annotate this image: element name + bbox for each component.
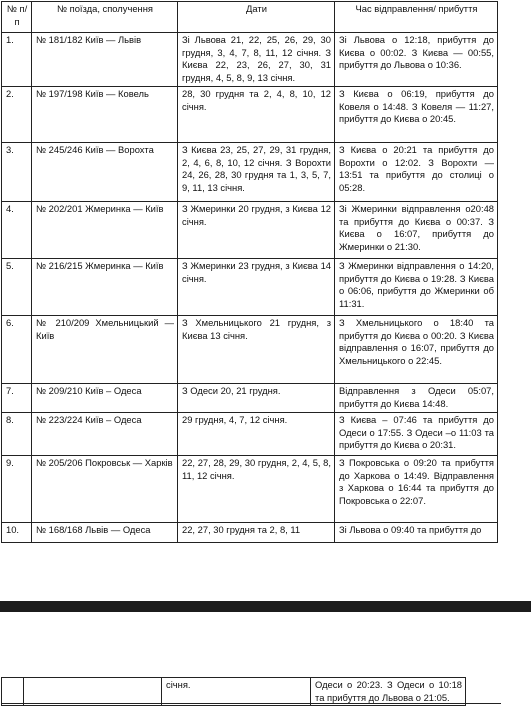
- next-row-top-border: [1, 703, 501, 709]
- row-number: 4.: [2, 202, 32, 259]
- row-dates: 29 грудня, 4, 7, 12 січня.: [178, 413, 335, 456]
- row-number: 1.: [2, 33, 32, 87]
- row-dates: З Києва 23, 25, 27, 29, 31 грудня, 2, 4, 6, 8, 10, 12 січня. З Ворохти 24, 26, 28, 30 грудня та 1, 3, 5, 7, 9, 11, 13 січня.: [178, 143, 335, 202]
- row-time: З Покровська о 09:20 та прибуття до Харкова о 14:49. Відправлення з Харкова о 16:44 та прибуття до Покровська о 22:07.: [335, 456, 498, 523]
- train-schedule-table-continued: [1, 677, 466, 706]
- table-row: [2, 316, 498, 384]
- row-train: № 216/215 Жмеринка — Київ: [32, 259, 178, 316]
- header-time: Час відправлення/ прибуття: [335, 2, 498, 33]
- row-train: № 197/198 Київ — Ковель: [32, 87, 178, 143]
- table-row: [2, 523, 498, 543]
- row-time: Зі Львова о 09:40 та прибуття до: [335, 523, 498, 543]
- row-train: № 245/246 Київ — Ворохта: [32, 143, 178, 202]
- row-train: № 205/206 Покровськ — Харків: [32, 456, 178, 523]
- header-number: № п/п: [2, 2, 32, 33]
- row-number: 5.: [2, 259, 32, 316]
- row-time: Відправлення з Одеси 05:07, прибуття до Києва 14:48.: [335, 384, 498, 413]
- table-row-continued: [2, 678, 466, 706]
- row-dates: З Жмеринки 23 грудня, з Києва 14 січня.: [178, 259, 335, 316]
- table-row: [2, 202, 498, 259]
- row-time: З Жмеринки відправлення о 14:20, прибуття до Києва о 19:28. З Києва о 06:06, прибуття до Жмеринки об 11:31.: [335, 259, 498, 316]
- header-dates: Дати: [178, 2, 335, 33]
- table-row: [2, 413, 498, 456]
- row-dates: 22, 27, 28, 29, 30 грудня, 2, 4, 5, 8, 11, 12 січня.: [178, 456, 335, 523]
- row-number: 8.: [2, 413, 32, 456]
- row-number: 2.: [2, 87, 32, 143]
- row-train: № 210/209 Хмельницький — Київ: [32, 316, 178, 384]
- table-row: [2, 456, 498, 523]
- table-row: [2, 87, 498, 143]
- row-number: [2, 678, 24, 706]
- row-train: № 168/168 Львів — Одеса: [32, 523, 178, 543]
- row-dates: З Одеси 20, 21 грудня.: [178, 384, 335, 413]
- row-dates: січня.: [162, 678, 311, 706]
- row-number: 6.: [2, 316, 32, 384]
- table-header-row: [2, 2, 498, 33]
- row-number: 7.: [2, 384, 32, 413]
- table-row: [2, 384, 498, 413]
- row-dates: 22, 27, 30 грудня та 2, 8, 11: [178, 523, 335, 543]
- row-dates: Зі Львова 21, 22, 25, 26, 29, 30 грудня, 3, 4, 7, 8, 11, 12 січня. З Києва 22, 23, 26, 27, 30, 31 грудня, 4, 5, 8, 9, 13 січня.: [178, 33, 335, 87]
- row-train: № 181/182 Київ — Львів: [32, 33, 178, 87]
- row-time: З Києва – 07:46 та прибуття до Одеси о 17:55. З Одеси –о 11:03 та прибуття до Києва о 20:31.: [335, 413, 498, 456]
- row-number: 9.: [2, 456, 32, 523]
- row-train: № 202/201 Жмеринка — Київ: [32, 202, 178, 259]
- row-train: [24, 678, 162, 706]
- row-train: № 223/224 Київ – Одеса: [32, 413, 178, 456]
- table-row: [2, 33, 498, 87]
- row-dates: З Жмеринки 20 грудня, з Києва 12 січня.: [178, 202, 335, 259]
- row-train: № 209/210 Київ – Одеса: [32, 384, 178, 413]
- row-number: 10.: [2, 523, 32, 543]
- row-time: З Києва о 06:19, прибуття до Ковеля о 14:48. З Ковеля — 11:27, прибуття до Києва о 20:45.: [335, 87, 498, 143]
- row-number: 3.: [2, 143, 32, 202]
- table-row: [2, 143, 498, 202]
- row-time: Зі Жмеринки відправлення о20:48 та прибуття до Києва о 00:37. З Києва о 16:07, прибуття до Жмеринки о 21:30.: [335, 202, 498, 259]
- row-time: Зі Львова о 12:18, прибуття до Києва о 00:02. З Києва — 00:55, прибуття до Львова о 10:36.: [335, 33, 498, 87]
- header-train: № поїзда, сполучення: [32, 2, 178, 33]
- row-time: З Києва о 20:21 та прибуття до Ворохти о 12:02. З Ворохти — 13:51 та прибуття до столиці о 05:28.: [335, 143, 498, 202]
- row-dates: 28, 30 грудня та 2, 4, 8, 10, 12 січня.: [178, 87, 335, 143]
- table-row: [2, 259, 498, 316]
- row-time: З Хмельницького о 18:40 та прибуття до Києва о 00:20. З Києва відправлення о 16:07, прибуття до Хмельницького о 22:45.: [335, 316, 498, 384]
- row-dates: З Хмельницького 21 грудня, з Києва 13 січня.: [178, 316, 335, 384]
- page-break-bar: [0, 601, 531, 612]
- row-time: Одеси о 20:23. З Одеси о 10:18 та прибуття до Львова о 21:05.: [311, 678, 466, 706]
- train-schedule-table: [1, 1, 498, 543]
